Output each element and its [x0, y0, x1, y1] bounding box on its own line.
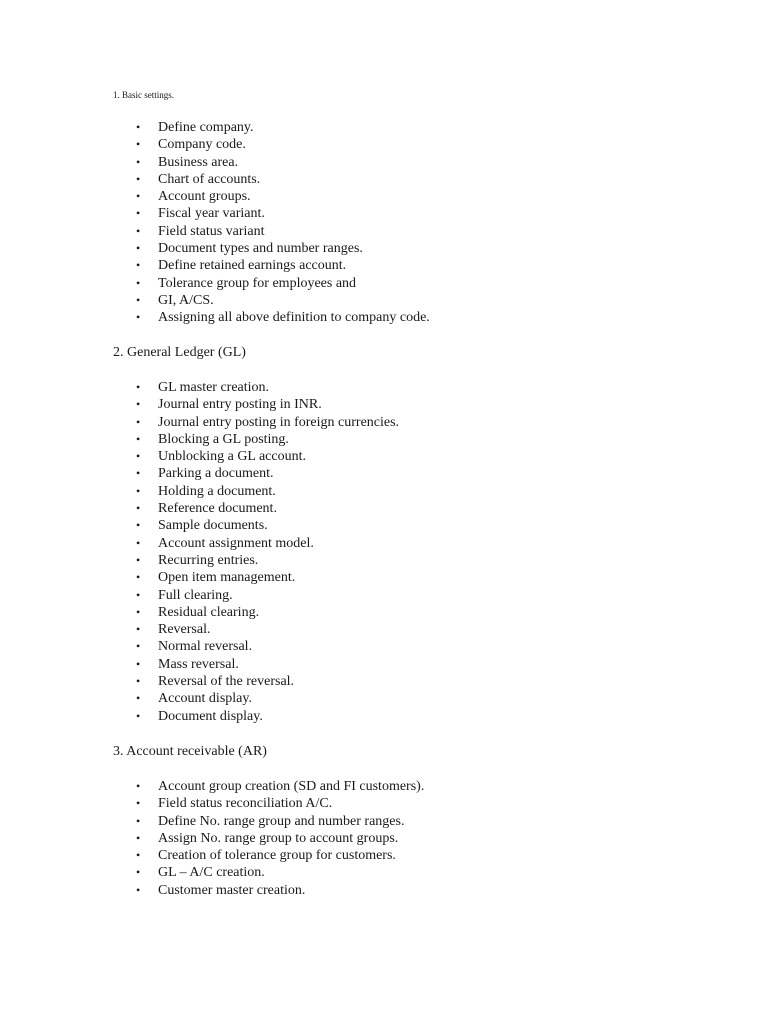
list-item — [0, 309, 430, 326]
bullet-icon: • — [136, 171, 141, 186]
section-heading-general-ledger: 2. General Ledger (GL) — [113, 345, 246, 360]
bullet-icon: • — [136, 535, 141, 550]
list-item — [0, 517, 399, 534]
list-item — [0, 673, 399, 690]
bullet-icon: • — [136, 258, 141, 273]
list-item-text: Assign No. range group to account groups. — [158, 830, 399, 846]
list-item-text: Reversal of the reversal. — [158, 674, 295, 690]
list-item — [0, 708, 399, 725]
bullet-icon: • — [136, 206, 141, 221]
bullet-icon: • — [136, 779, 141, 793]
list-item — [0, 223, 430, 240]
list-item-text: Define company. — [158, 120, 254, 135]
list-item — [0, 638, 399, 655]
bullet-icon: • — [136, 397, 141, 412]
list-item — [0, 830, 424, 847]
list-item — [0, 188, 430, 205]
list-item-text: Business area. — [158, 154, 239, 170]
list-item — [0, 171, 430, 188]
list-item-text: GL – A/C creation. — [158, 865, 265, 881]
bullet-icon: • — [136, 691, 141, 706]
bullet-icon: • — [136, 882, 141, 897]
list-item-text: Unblocking a GL account. — [158, 449, 306, 465]
bullet-icon: • — [136, 830, 141, 845]
list-item — [0, 813, 424, 830]
list-item-text: Residual clearing. — [158, 604, 260, 620]
bullet-icon: • — [136, 674, 141, 689]
list-item — [0, 257, 430, 274]
bullet-icon: • — [136, 552, 141, 567]
list-item — [0, 119, 430, 136]
list-item-text: Recurring entries. — [158, 552, 259, 568]
list-item-text: Field status variant — [158, 223, 265, 239]
list-item — [0, 136, 430, 153]
list-item — [0, 778, 424, 795]
bullet-icon: • — [136, 223, 141, 238]
bullet-icon: • — [136, 848, 141, 863]
list-item-text: Account assignment model. — [158, 535, 314, 551]
list-item-text: Journal entry posting in INR. — [158, 397, 322, 413]
list-item-text: Define No. range group and number ranges. — [158, 813, 405, 829]
bullet-icon: • — [136, 501, 141, 516]
list-item — [0, 552, 399, 569]
list-item — [0, 569, 399, 586]
bullet-icon: • — [136, 466, 141, 481]
section-list-basic-settings — [0, 119, 430, 327]
list-item — [0, 465, 399, 482]
bullet-icon: • — [136, 587, 141, 602]
list-item-text: Reversal. — [158, 622, 211, 638]
list-item — [0, 795, 424, 812]
list-item-text: Tolerance group for employees and — [158, 275, 357, 291]
list-item-text: Define retained earnings account. — [158, 258, 347, 274]
list-item-text: Sample documents. — [158, 518, 268, 534]
bullet-icon: • — [136, 292, 141, 307]
bullet-icon: • — [136, 241, 141, 256]
bullet-icon: • — [136, 137, 141, 152]
list-item-text: Document types and number ranges. — [158, 241, 363, 257]
list-item-text: Assigning all above definition to company code. — [158, 310, 430, 326]
list-item-text: Account group creation (SD and FI customers). — [158, 779, 425, 794]
list-item — [0, 414, 399, 431]
bullet-icon: • — [136, 796, 141, 811]
list-item — [0, 448, 399, 465]
bullet-icon: • — [136, 449, 141, 464]
bullet-icon: • — [136, 275, 141, 290]
list-item-text: Full clearing. — [158, 587, 233, 603]
section-list-account-receivable — [0, 778, 424, 899]
section-heading-basic-settings: 1. Basic settings. — [113, 90, 174, 100]
list-item-text: Field status reconciliation A/C. — [158, 796, 333, 812]
list-item — [0, 275, 430, 292]
list-item — [0, 240, 430, 257]
list-item-text: Journal entry posting in foreign currencies. — [158, 414, 400, 430]
list-item-text: Open item management. — [158, 570, 296, 586]
bullet-icon: • — [136, 414, 141, 429]
list-item-text: Chart of accounts. — [158, 171, 261, 187]
bullet-icon: • — [136, 656, 141, 671]
bullet-icon: • — [136, 380, 141, 394]
list-item — [0, 864, 424, 881]
bullet-icon: • — [136, 813, 141, 828]
list-item-text: Company code. — [158, 137, 246, 153]
bullet-icon: • — [136, 639, 141, 654]
bullet-icon: • — [136, 518, 141, 533]
list-item — [0, 292, 430, 309]
bullet-icon: • — [136, 604, 141, 619]
bullet-icon: • — [136, 189, 141, 204]
bullet-icon: • — [136, 120, 141, 134]
list-item-text: GL master creation. — [158, 380, 270, 395]
list-item-text: Mass reversal. — [158, 656, 239, 672]
list-item-text: Reference document. — [158, 501, 277, 517]
bullet-icon: • — [136, 483, 141, 498]
list-item — [0, 656, 399, 673]
list-item-text: Customer master creation. — [158, 882, 306, 898]
list-item — [0, 205, 430, 222]
list-item — [0, 847, 424, 864]
section-list-general-ledger — [0, 379, 399, 725]
section-heading-account-receivable: 3. Account receivable (AR) — [113, 744, 267, 759]
bullet-icon: • — [136, 570, 141, 585]
list-item-text: Fiscal year variant. — [158, 206, 265, 222]
bullet-icon: • — [136, 431, 141, 446]
list-item-text: Parking a document. — [158, 466, 274, 482]
list-item-text: Holding a document. — [158, 483, 276, 499]
list-item — [0, 500, 399, 517]
bullet-icon: • — [136, 310, 141, 325]
list-item-text: Document display. — [158, 708, 263, 724]
list-item — [0, 483, 399, 500]
list-item — [0, 690, 399, 707]
list-item-text: GI, A/CS. — [158, 292, 214, 308]
list-item — [0, 587, 399, 604]
bullet-icon: • — [136, 865, 141, 880]
list-item — [0, 604, 399, 621]
bullet-icon: • — [136, 622, 141, 637]
list-item-text: Account groups. — [158, 189, 251, 205]
list-item — [0, 882, 424, 899]
list-item — [0, 535, 399, 552]
bullet-icon: • — [136, 154, 141, 169]
list-item-text: Account display. — [158, 691, 252, 707]
list-item — [0, 154, 430, 171]
list-item — [0, 621, 399, 638]
list-item — [0, 396, 399, 413]
bullet-icon: • — [136, 708, 141, 723]
list-item — [0, 379, 399, 396]
list-item-text: Normal reversal. — [158, 639, 253, 655]
list-item-text: Creation of tolerance group for customers. — [158, 848, 396, 864]
list-item-text: Blocking a GL posting. — [158, 431, 289, 447]
list-item — [0, 431, 399, 448]
